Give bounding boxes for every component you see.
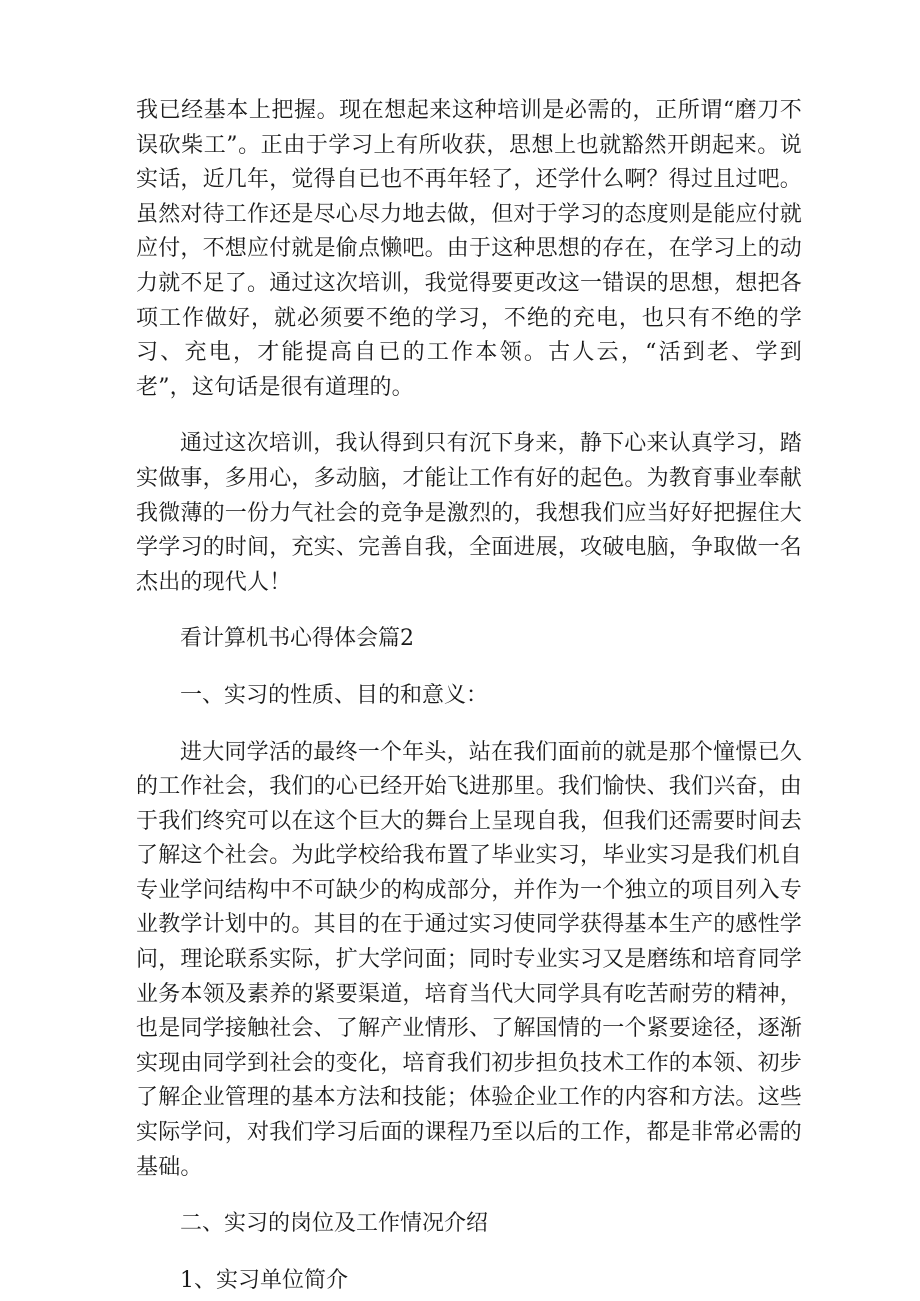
paragraph-gap <box>136 657 802 679</box>
paragraph-training-conclusion: 通过这次培训，我认得到只有沉下身来，静下心来认真学习，踏实做事，多用心，多动脑，才能让工作有好的起色。为教育事业奉献我微薄的一份力气社会的竞争是激烈的，我想我们应当好好把握住大学学习的时间，充实、完善自我，全面进展，攻破电脑，争取做一名杰出的现代人！ <box>136 431 803 595</box>
paragraph-gap <box>136 1242 802 1264</box>
paragraph-gap <box>136 405 802 427</box>
section-title-part-2: 看计算机书心得体会篇2 <box>180 626 414 652</box>
paragraph-gap <box>136 600 802 622</box>
paragraph-internship-purpose: 进大同学活的最终一个年头，站在我们面前的就是那个憧憬已久的工作社会，我们的心已经开始飞进那里。我们愉快、我们兴奋，由于我们终究可以在这个巨大的舞台上呈现自我，但我们还需要时间去了解这个社会。为此学校给我布置了毕业实习，毕业实习是我们机自专业学问结构中不可缺少的构成部分，并作为一个独立的项目列入专业教学计划中的。其目的在于通过实习使同学获得基本生产的感性学问，理论联系实际，扩大学问面；同时专业实习又是磨练和培育同学业务本领及素养的紧要渠道，培育当代大同学具有吃苦耐劳的精神，也是同学接触社会、了解产业情形、了解国情的一个紧要途径，逐渐实现由同学到社会的变化，培育我们初步担负技术工作的本领、初步了解企业管理的基本方法和技能；体验企业工作的内容和方法。这些实际学问，对我们学习后面的课程乃至以后的工作，都是非常必需的基础。 <box>136 739 803 1180</box>
paragraph-gap <box>136 714 802 736</box>
heading-internship-purpose: 一、实习的性质、目的和意义： <box>180 682 489 708</box>
heading-company-intro: 1、实习单位简介 <box>180 1267 348 1293</box>
heading-internship-position: 二、实习的岗位及工作情况介绍 <box>180 1211 489 1237</box>
paragraph-gap <box>136 1185 802 1207</box>
paragraph-training-reflection: 我已经基本上把握。现在想起来这种培训是必需的，正所谓“磨刀不误砍柴工”。正由于学习上有所收获，思想上也就豁然开朗起来。说实话，近几年，觉得自已也不再年轻了，还学什么啊？得过且过吧。虽然对待工作还是尽心尽力地去做，但对于学习的态度则是能应付就应付，不想应付就是偷点懒吧。由于这种思想的存在，在学习上的动力就不足了。通过这次培训，我觉得要更改这一错误的思想，想把各项工作做好，就必须要不绝的学习，不绝的充电，也只有不绝的学习、充电，才能提高自已的工作本领。古人云，“活到老、学到老”，这句话是很有道理的。 <box>136 98 803 400</box>
